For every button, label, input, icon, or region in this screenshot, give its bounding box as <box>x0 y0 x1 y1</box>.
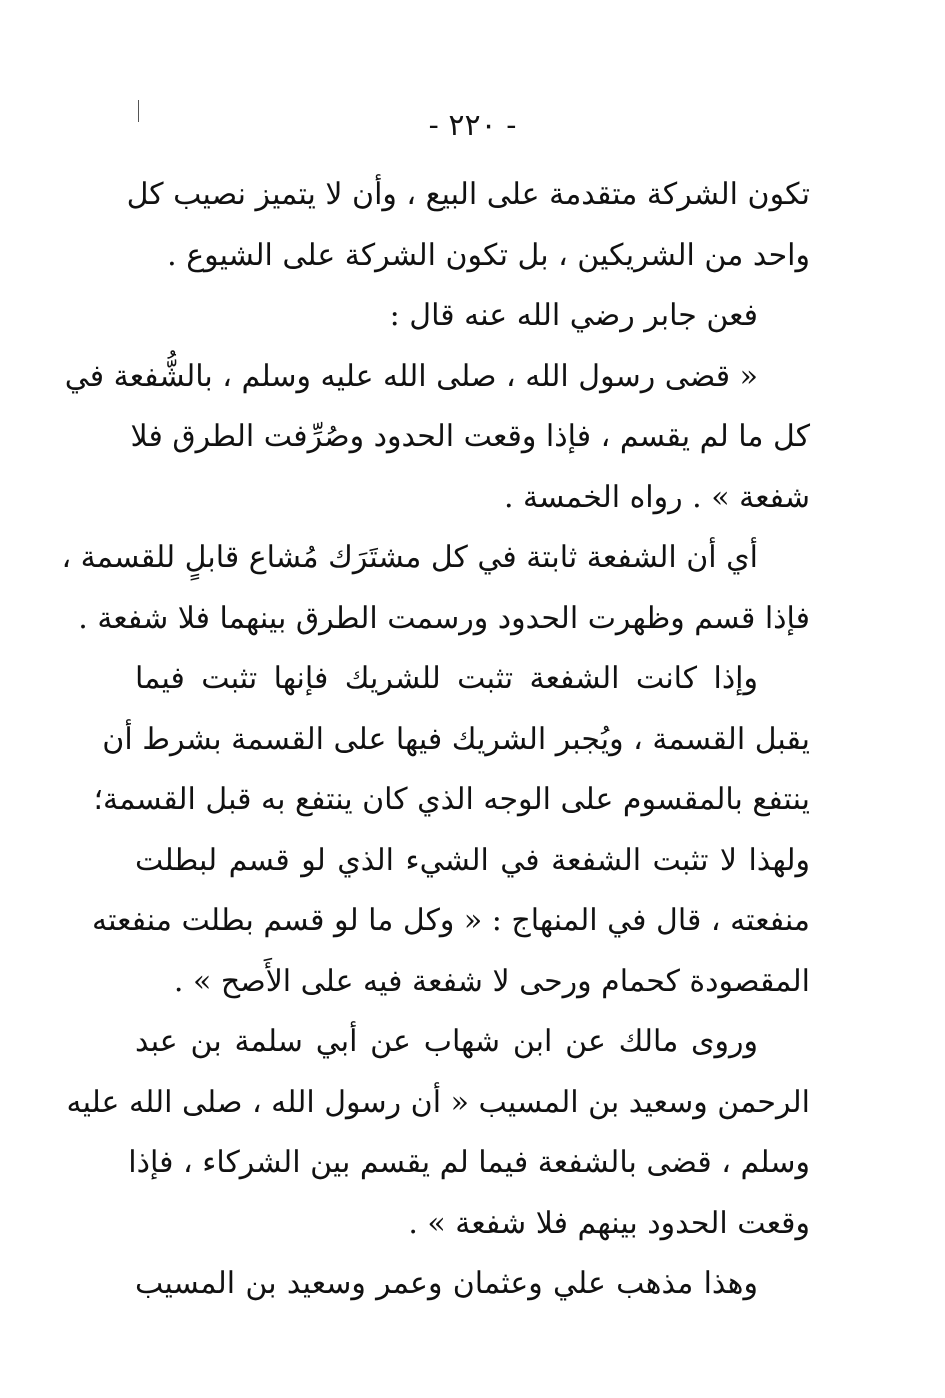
text-line: المقصودة كحمام ورحى لا شفعة فيه على الأَصح » . <box>173 963 810 999</box>
text-line: ولهذا لا تثبت الشفعة في الشيء الذي لو قسم لبطلت <box>135 842 810 878</box>
text-line: وهذا مذهب علي وعثمان وعمر وسعيد بن المسيب <box>135 1266 758 1301</box>
body-text <box>61 165 810 1315</box>
text-line: وإذا كانت الشفعة تثبت للشريك فإنها تثبت فيما <box>135 661 758 696</box>
text-line: منفعته ، قال في المنهاج : « وكل ما لو قسم بطلت منفعته <box>92 903 810 938</box>
text-line: أي أن الشفعة ثابتة في كل مشتَرَك مُشاع قابلٍ للقسمة ، <box>61 540 758 575</box>
text-line: فعن جابر رضي الله عنه قال : <box>389 298 758 333</box>
page-number: - ٢٢٠ - <box>428 108 517 143</box>
text-line: ينتفع بالمقسوم على الوجه الذي كان ينتفع به قبل القسمة؛ <box>93 782 810 817</box>
text-line: كل ما لم يقسم ، فإذا وقعت الحدود وصُرِّفت الطرق فلا <box>130 419 810 454</box>
text-line: وقعت الحدود بينهم فلا شفعة » . <box>408 1205 810 1241</box>
text-line: وسلم ، قضى بالشفعة فيما لم يقسم بين الشركاء ، فإذا <box>128 1145 810 1180</box>
text-line: واحد من الشريكين ، بل تكون الشركة على الشيوع . <box>167 237 810 273</box>
text-line: الرحمن وسعيد بن المسيب « أن رسول الله ، صلى الله عليه <box>66 1084 810 1120</box>
text-line: تكون الشركة متقدمة على البيع ، وأن لا يتميز نصيب كل <box>126 177 810 212</box>
text-line: « قضى رسول الله ، صلى الله عليه وسلم ، بالشُّفعة في <box>64 358 758 394</box>
text-line: فإذا قسم وظهرت الحدود ورسمت الطرق بينهما فلا شفعة . <box>78 600 810 636</box>
text-line: وروى مالك عن ابن شهاب عن أبي سلمة بن عبد <box>135 1024 758 1059</box>
text-line: شفعة » . رواه الخمسة . <box>503 479 810 515</box>
text-line: يقبل القسمة ، ويُجبر الشريك فيها على القسمة بشرط أن <box>102 721 810 757</box>
